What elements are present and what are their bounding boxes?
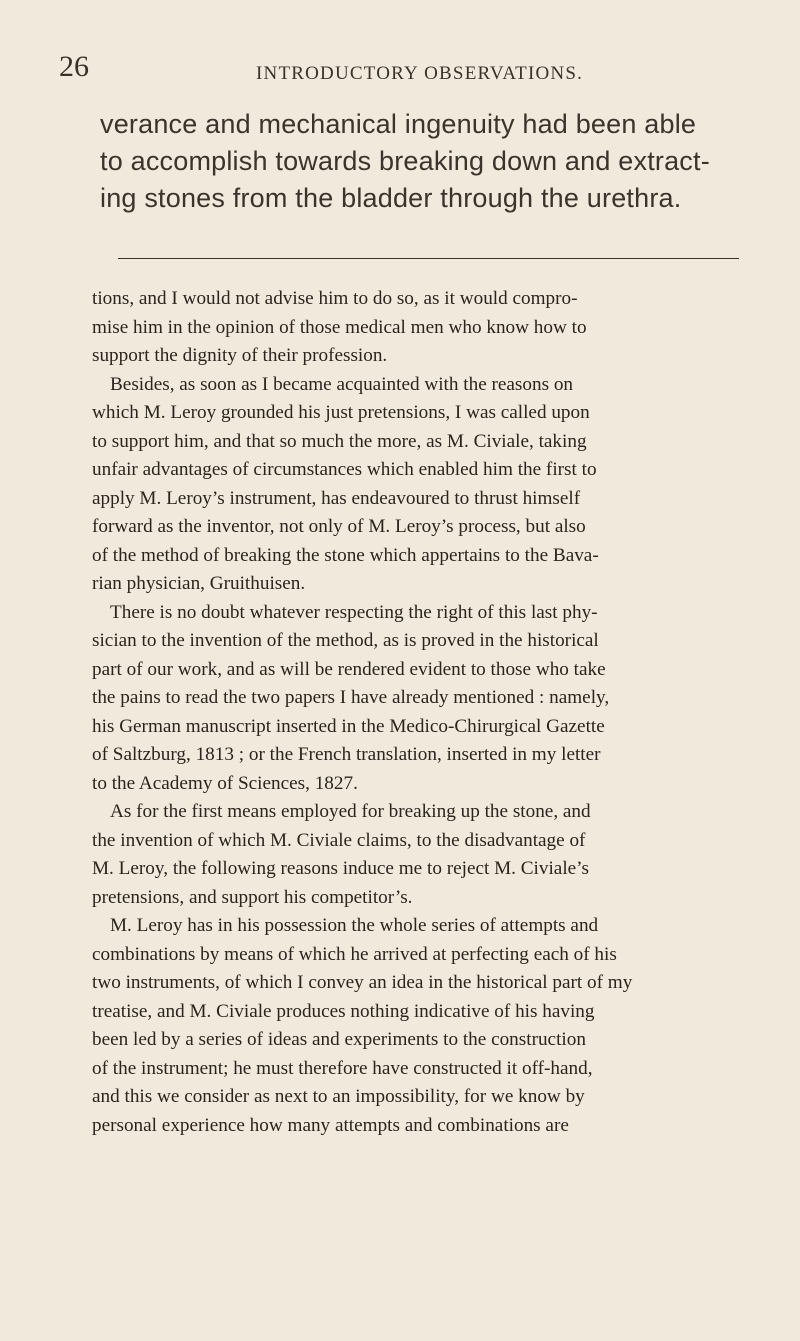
text-line: M. Leroy, the following reasons induce me to reject M. Civiale’s xyxy=(92,858,589,879)
text-line: As for the first means employed for breaking up the stone, and xyxy=(110,801,591,822)
text-line: forward as the inventor, not only of M. Leroy’s process, but also xyxy=(92,516,586,537)
text-line: M. Leroy has in his possession the whole series of attempts and xyxy=(110,915,599,936)
text-line: part of our work, and as will be rendered evident to those who take xyxy=(92,658,606,680)
text-line: combinations by means of which he arrived at perfecting each of his xyxy=(92,943,617,965)
text-line: tions, and I would not advise him to do so, as it would compro- xyxy=(92,288,578,309)
text-line: personal experience how many attempts and combinations are xyxy=(92,1114,569,1136)
text-line: of the method of breaking the stone which appertains to the Bava- xyxy=(92,544,599,566)
text-line: which M. Leroy grounded his just pretensions, I was called upon xyxy=(92,402,590,423)
text-line: of the instrument; he must therefore have constructed it off-hand, xyxy=(92,1057,593,1079)
large-type-line: verance and mechanical ingenuity had been able xyxy=(100,109,697,139)
running-head: INTRODUCTORY OBSERVATIONS. xyxy=(256,63,584,84)
text-line: mise him in the opinion of those medical men who know how to xyxy=(92,316,587,338)
text-line: sician to the invention of the method, as is proved in the historical xyxy=(92,630,599,651)
page-number: 26 xyxy=(59,50,89,83)
text-line: There is no doubt whatever respecting the right of this last phy- xyxy=(110,601,598,623)
text-line: treatise, and M. Civiale produces nothing indicative of his having xyxy=(92,1000,595,1022)
text-line: been led by a series of ideas and experiments to the construction xyxy=(92,1029,586,1050)
text-line: unfair advantages of circumstances which enabled him the first to xyxy=(92,459,597,480)
text-line: two instruments, of which I convey an idea in the historical part of my xyxy=(92,972,633,993)
text-line: rian physician, Gruithuisen. xyxy=(92,573,306,594)
text-line: Besides, as soon as I became acquainted with the reasons on xyxy=(110,373,574,395)
text-line: support the dignity of their profession. xyxy=(92,345,388,366)
text-line: the invention of which M. Civiale claims, to the disadvantage of xyxy=(92,829,586,851)
text-line: apply M. Leroy’s instrument, has endeavoured to thrust himself xyxy=(92,487,581,509)
text-line: and this we consider as next to an impossibility, for we know by xyxy=(92,1086,585,1107)
large-type-line: ing stones from the bladder through the urethra. xyxy=(100,183,682,213)
large-type-line: to accomplish towards breaking down and extract- xyxy=(100,146,710,176)
horizontal-rule xyxy=(118,258,739,259)
text-line: his German manuscript inserted in the Medico-Chirurgical Gazette xyxy=(92,715,605,737)
text-line: to the Academy of Sciences, 1827. xyxy=(92,772,358,794)
large-type-passage xyxy=(100,106,790,217)
text-line: of Saltzburg, 1813 ; or the French translation, inserted in my letter xyxy=(92,744,601,765)
text-line: pretensions, and support his competitor’s. xyxy=(92,886,413,908)
text-line: the pains to read the two papers I have already mentioned : namely, xyxy=(92,687,610,708)
text-line: to support him, and that so much the more, as M. Civiale, taking xyxy=(92,430,587,452)
body-text xyxy=(92,285,710,1140)
